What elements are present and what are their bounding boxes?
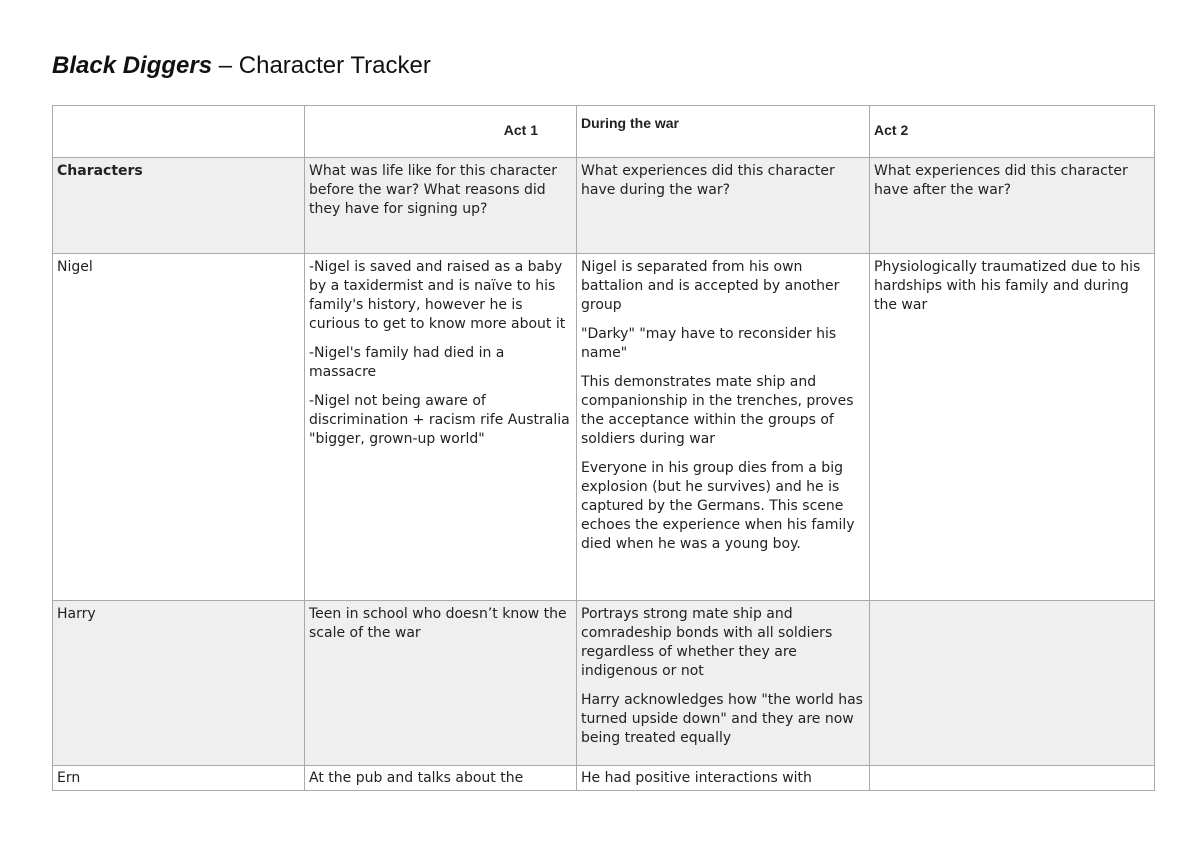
before-war-note: At the pub and talks about the bbox=[309, 770, 524, 786]
question-row bbox=[53, 158, 1155, 254]
header-empty-cell bbox=[53, 106, 305, 158]
during-war-note: Nigel is separated from his own battalion and is accepted by another group bbox=[581, 259, 840, 313]
before-war-cell bbox=[305, 254, 577, 601]
header-act1: Act 1 bbox=[305, 106, 577, 158]
before-war-note: -Nigel is saved and raised as a baby by a taxidermist and is naïve to his family's history, however he is curious to get to know more about it bbox=[309, 259, 566, 332]
after-war-cell bbox=[870, 766, 1155, 791]
during-war-cell bbox=[577, 601, 870, 766]
question-before-war: What was life like for this character before the war? What reasons did they have for signing up? bbox=[305, 158, 577, 254]
table-row bbox=[53, 766, 1155, 791]
during-war-note: He had positive interactions with bbox=[581, 770, 812, 786]
characters-heading: Characters bbox=[53, 158, 305, 254]
during-war-cell bbox=[577, 254, 870, 601]
table-row bbox=[53, 254, 1155, 601]
before-war-note: -Nigel's family had died in a massacre bbox=[309, 345, 505, 380]
during-war-note: This demonstrates mate ship and companionship in the trenches, proves the acceptance within the groups of soldiers during war bbox=[581, 374, 854, 447]
during-war-note: Portrays strong mate ship and comradeship bonds with all soldiers regardless of whether they are indigenous or not bbox=[581, 606, 833, 679]
table-row bbox=[53, 601, 1155, 766]
character-name: Harry bbox=[53, 601, 305, 766]
question-after-war: What experiences did this character have after the war? bbox=[870, 158, 1155, 254]
title-rest: – Character Tracker bbox=[212, 52, 431, 79]
question-during-war: What experiences did this character have during the war? bbox=[577, 158, 870, 254]
after-war-cell bbox=[870, 601, 1155, 766]
character-tracker-table bbox=[52, 105, 1155, 791]
header-during-war: During the war bbox=[577, 106, 870, 158]
before-war-cell bbox=[305, 601, 577, 766]
document-title bbox=[52, 52, 431, 80]
before-war-cell bbox=[305, 766, 577, 791]
character-name: Nigel bbox=[53, 254, 305, 601]
during-war-note: "Darky" "may have to reconsider his name" bbox=[581, 326, 837, 361]
during-war-note: Everyone in his group dies from a big explosion (but he survives) and he is captured by the Germans. This scene echoes the experience when his family died when he was a young boy. bbox=[581, 460, 855, 552]
after-war-cell bbox=[870, 254, 1155, 601]
after-war-note: Physiologically traumatized due to his hardships with his family and during the war bbox=[874, 259, 1141, 313]
before-war-note: Teen in school who doesn’t know the scale of the war bbox=[309, 606, 567, 641]
title-emphasis: Black Diggers bbox=[52, 52, 213, 79]
header-row bbox=[53, 106, 1155, 158]
character-name: Ern bbox=[53, 766, 305, 791]
during-war-cell bbox=[577, 766, 870, 791]
before-war-note: -Nigel not being aware of discrimination + racism rife Australia "bigger, grown-up world" bbox=[309, 393, 570, 447]
header-act2: Act 2 bbox=[870, 106, 1155, 158]
during-war-note: Harry acknowledges how "the world has turned upside down" and they are now being treated equally bbox=[581, 692, 863, 746]
